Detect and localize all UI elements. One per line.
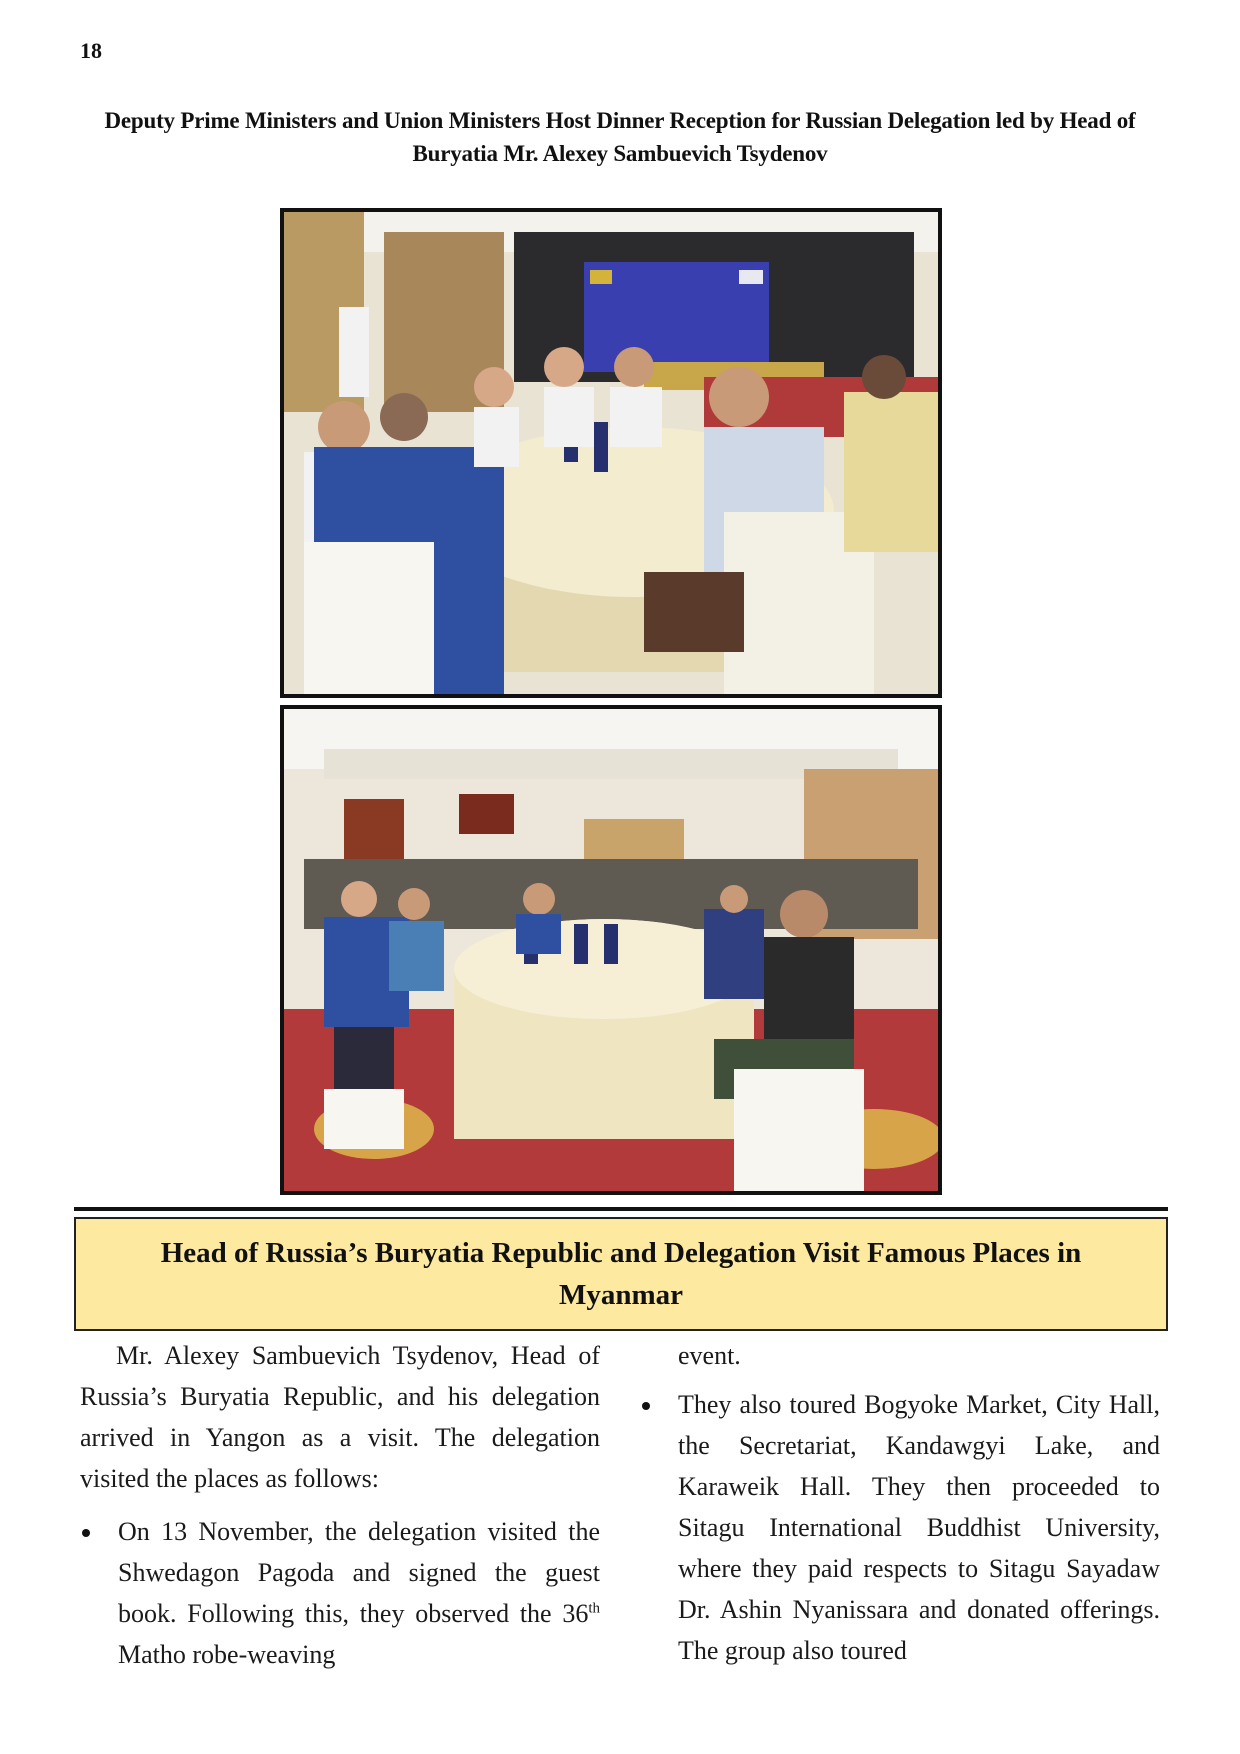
headline: Deputy Prime Ministers and Union Ministers Host Dinner Reception for Russian Delegation led by Head of Buryatia Mr. Alexey Sambuevich Tsydenov bbox=[104, 108, 1136, 166]
list-item bbox=[80, 1511, 600, 1675]
list-item bbox=[640, 1384, 1160, 1671]
section-title-banner bbox=[74, 1217, 1168, 1331]
article-column-left bbox=[80, 1335, 600, 1687]
section-divider bbox=[74, 1207, 1168, 1211]
bullet1-text: On 13 November, the delegation visited the Shwedagon Pagoda and signed the guest book. Following this, they observed the 36 bbox=[118, 1517, 600, 1628]
article-intro: Mr. Alexey Sambuevich Tsydenov, Head of Russia’s Buryatia Republic, and his delegation arrived in Yangon as a visit. The delegation visited the places as follows: bbox=[80, 1341, 600, 1493]
bullet1-continuation: event. bbox=[678, 1341, 741, 1370]
bullet1-text-end: Matho robe-weaving bbox=[118, 1640, 336, 1669]
dinner-reception-photo-1 bbox=[280, 208, 942, 698]
bullet2-text: They also toured Bogyoke Market, City Hall, the Secretariat, Kandawgyi Lake, and Karaweik Hall. They then proceeded to Sitagu International Buddhist University, where they paid respects to Sitagu Sayadaw Dr. Ashin Nyanissara and donated offerings. The group also toured bbox=[678, 1390, 1160, 1665]
dinner-reception-photo-2 bbox=[280, 705, 942, 1195]
page-number: 18 bbox=[80, 38, 102, 63]
ordinal-suffix: th bbox=[588, 1600, 600, 1617]
visit-list-continued bbox=[640, 1384, 1160, 1671]
section-title: Head of Russia’s Buryatia Republic and Delegation Visit Famous Places in Myanmar bbox=[160, 1237, 1082, 1311]
article-column-right bbox=[640, 1335, 1160, 1683]
visit-list bbox=[80, 1511, 600, 1675]
